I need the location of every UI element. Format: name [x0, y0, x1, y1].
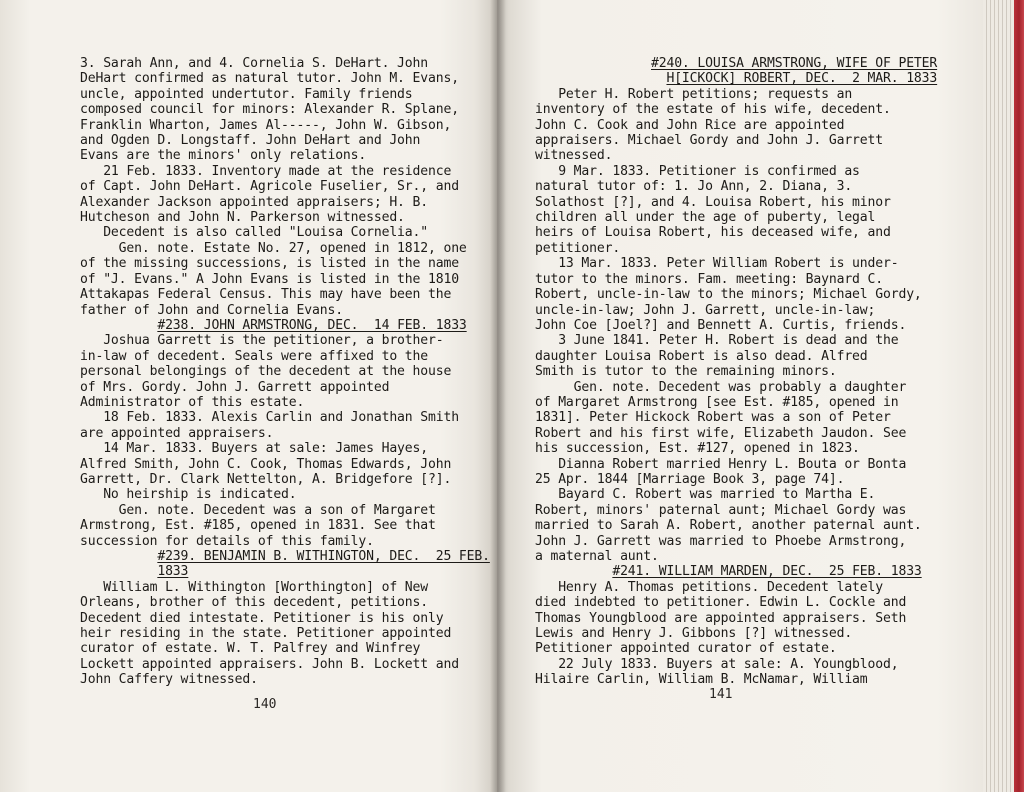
text-line: daughter Louisa Robert is also dead. Alfred — [535, 348, 868, 364]
text-line: of Capt. John DeHart. Agricole Fuselier, Sr., and — [80, 179, 459, 195]
text-line: Robert, minors' paternal aunt; Michael Gordy was — [535, 502, 907, 518]
text-line: heir residing in the state. Petitioner appointed — [80, 626, 452, 642]
right-page-text — [535, 56, 945, 688]
entry-heading-line: #239. BENJAMIN B. WITHINGTON, DEC. 25 FEB. — [157, 549, 490, 564]
text-line: died indebted to petitioner. Edwin L. Cockle and — [535, 595, 907, 611]
entry-heading-line: #240. LOUISA ARMSTRONG, WIFE OF PETER — [651, 56, 938, 71]
text-line: Administrator of this estate. — [80, 394, 305, 410]
text-line: Dianna Robert married Henry L. Bouta or Bonta — [535, 456, 907, 472]
text-line: Petitioner appointed curator of estate. — [535, 641, 837, 657]
text-line: Smith is tutor to the remaining minors. — [535, 364, 837, 380]
page-number-right: 141 — [709, 687, 733, 702]
text-line: Decedent died intestate. Petitioner is his only — [80, 610, 444, 626]
text-line: Alexander Jackson appointed appraisers; H. B. — [80, 194, 428, 210]
text-line: Robert and his first wife, Elizabeth Jaudon. See — [535, 425, 907, 441]
text-line: his succession, Est. #127, opened in 1823. — [535, 441, 860, 457]
text-line: 1831]. Peter Hickock Robert was a son of Peter — [535, 410, 891, 426]
text-line: No heirship is indicated. — [80, 487, 297, 503]
text-line: married to Sarah A. Robert, another paternal aunt. — [535, 518, 922, 534]
text-line: Gen. note. Decedent was a son of Margaret — [80, 502, 436, 518]
text-line: 25 Apr. 1844 [Marriage Book 3, page 74]. — [535, 471, 845, 487]
page-edges — [983, 0, 1024, 792]
text-line: of the missing successions, is listed in the name — [80, 256, 459, 272]
text-line: Joshua Garrett is the petitioner, a brother- — [80, 333, 444, 349]
text-line: Robert, uncle-in-law to the minors; Michael Gordy, — [535, 287, 922, 303]
text-line: are appointed appraisers. — [80, 425, 274, 441]
text-line: father of John and Cornelia Evans. — [80, 302, 343, 318]
text-line: DeHart confirmed as natural tutor. John M. Evans, — [80, 71, 459, 87]
text-line: 13 Mar. 1833. Peter William Robert is under- — [535, 256, 899, 272]
text-line: a maternal aunt. — [535, 549, 659, 564]
text-line: Hilaire Carlin, William B. McNamar, William — [535, 672, 868, 688]
text-line: Solathost [?], and 4. Louisa Robert, his minor — [535, 194, 891, 210]
text-line: of Mrs. Gordy. John J. Garrett appointed — [80, 379, 390, 395]
text-line: 18 Feb. 1833. Alexis Carlin and Jonathan Smith — [80, 410, 459, 426]
right-page — [497, 0, 983, 792]
text-line: Thomas Youngblood are appointed appraisers. Seth — [535, 610, 907, 626]
text-line: 14 Mar. 1833. Buyers at sale: James Hayes, — [80, 441, 428, 457]
text-line: curator of estate. W. T. Palfrey and Winfrey — [80, 641, 421, 657]
text-line: children all under the age of puberty, legal — [535, 210, 876, 226]
text-line: Decedent is also called "Louisa Cornelia." — [80, 225, 428, 241]
entry-heading-line: 1833 — [157, 564, 189, 580]
left-page-text — [80, 56, 490, 688]
text-line: inventory of the estate of his wife, decedent. — [535, 102, 891, 118]
red-cover-edge — [1014, 0, 1024, 792]
text-line: Bayard C. Robert was married to Martha E. — [535, 487, 876, 503]
page-number-left: 140 — [253, 697, 277, 712]
book-gutter-shadow — [490, 0, 506, 792]
text-line: William L. Withington [Worthington] of New — [80, 579, 428, 595]
text-line: Alfred Smith, John C. Cook, Thomas Edwards, John — [80, 456, 452, 472]
text-line: 3. Sarah Ann, and 4. Cornelia S. DeHart. John — [80, 56, 428, 71]
text-line: Evans are the minors' only relations. — [80, 148, 367, 164]
text-line: Orleans, brother of this decedent, petitions. — [80, 595, 428, 611]
text-line: Peter H. Robert petitions; requests an — [535, 86, 853, 102]
text-line: Henry A. Thomas petitions. Decedent lately — [535, 579, 883, 595]
text-line: John J. Garrett was married to Phoebe Armstrong, — [535, 533, 907, 549]
text-line: Attakapas Federal Census. This may have been the — [80, 287, 452, 303]
text-line: and Ogden D. Longstaff. John DeHart and John — [80, 133, 421, 149]
text-line: personal belongings of the decedent at the house — [80, 364, 452, 380]
text-line: uncle, appointed undertutor. Family friends — [80, 86, 413, 102]
text-line: Armstrong, Est. #185, opened in 1831. See that — [80, 518, 436, 534]
text-line: 22 July 1833. Buyers at sale: A. Youngblood, — [535, 656, 899, 672]
text-line: heirs of Louisa Robert, his deceased wife, and — [535, 225, 891, 241]
text-line: petitioner. — [535, 240, 621, 256]
text-line: 9 Mar. 1833. Petitioner is confirmed as — [535, 163, 860, 179]
text-line: Gen. note. Estate No. 27, opened in 1812, one — [80, 240, 467, 256]
text-line: Lockett appointed appraisers. John B. Lockett and — [80, 656, 459, 672]
text-line: Franklin Wharton, James Al-----, John W. Gibson, — [80, 117, 452, 133]
entry-heading-line: #241. WILLIAM MARDEN, DEC. 25 FEB. 1833 — [612, 564, 922, 580]
text-line: Hutcheson and John N. Parkerson witnessed. — [80, 210, 405, 226]
text-line: of Margaret Armstrong [see Est. #185, opened in — [535, 394, 899, 410]
text-line: succession for details of this family. — [80, 533, 374, 549]
text-line: of "J. Evans." A John Evans is listed in the 1810 — [80, 271, 459, 287]
text-line: Lewis and Henry J. Gibbons [?] witnessed. — [535, 626, 853, 642]
text-line: appraisers. Michael Gordy and John J. Garrett — [535, 133, 883, 149]
text-line: Gen. note. Decedent was probably a daughter — [535, 379, 907, 395]
text-line: John Coe [Joel?] and Bennett A. Curtis, friends. — [535, 317, 907, 333]
text-line: composed council for minors: Alexander R. Splane, — [80, 102, 459, 118]
text-line: Garrett, Dr. Clark Nettelton, A. Bridgefore [?]. — [80, 471, 452, 487]
text-line: natural tutor of: 1. Jo Ann, 2. Diana, 3. — [535, 179, 853, 195]
entry-heading-line: #238. JOHN ARMSTRONG, DEC. 14 FEB. 1833 — [157, 317, 467, 333]
text-line: 3 June 1841. Peter H. Robert is dead and the — [535, 333, 899, 349]
text-line: witnessed. — [535, 148, 613, 164]
text-line: 21 Feb. 1833. Inventory made at the residence — [80, 163, 452, 179]
entry-heading-line: H[ICKOCK] ROBERT, DEC. 2 MAR. 1833 — [666, 71, 938, 87]
text-line: uncle-in-law; John J. Garrett, uncle-in-law; — [535, 302, 876, 318]
text-line: in-law of decedent. Seals were affixed to the — [80, 348, 428, 364]
text-line: tutor to the minors. Fam. meeting: Baynard C. — [535, 271, 883, 287]
left-page — [0, 0, 497, 792]
text-line: John C. Cook and John Rice are appointed — [535, 117, 845, 133]
text-line: John Caffery witnessed. — [80, 672, 258, 688]
